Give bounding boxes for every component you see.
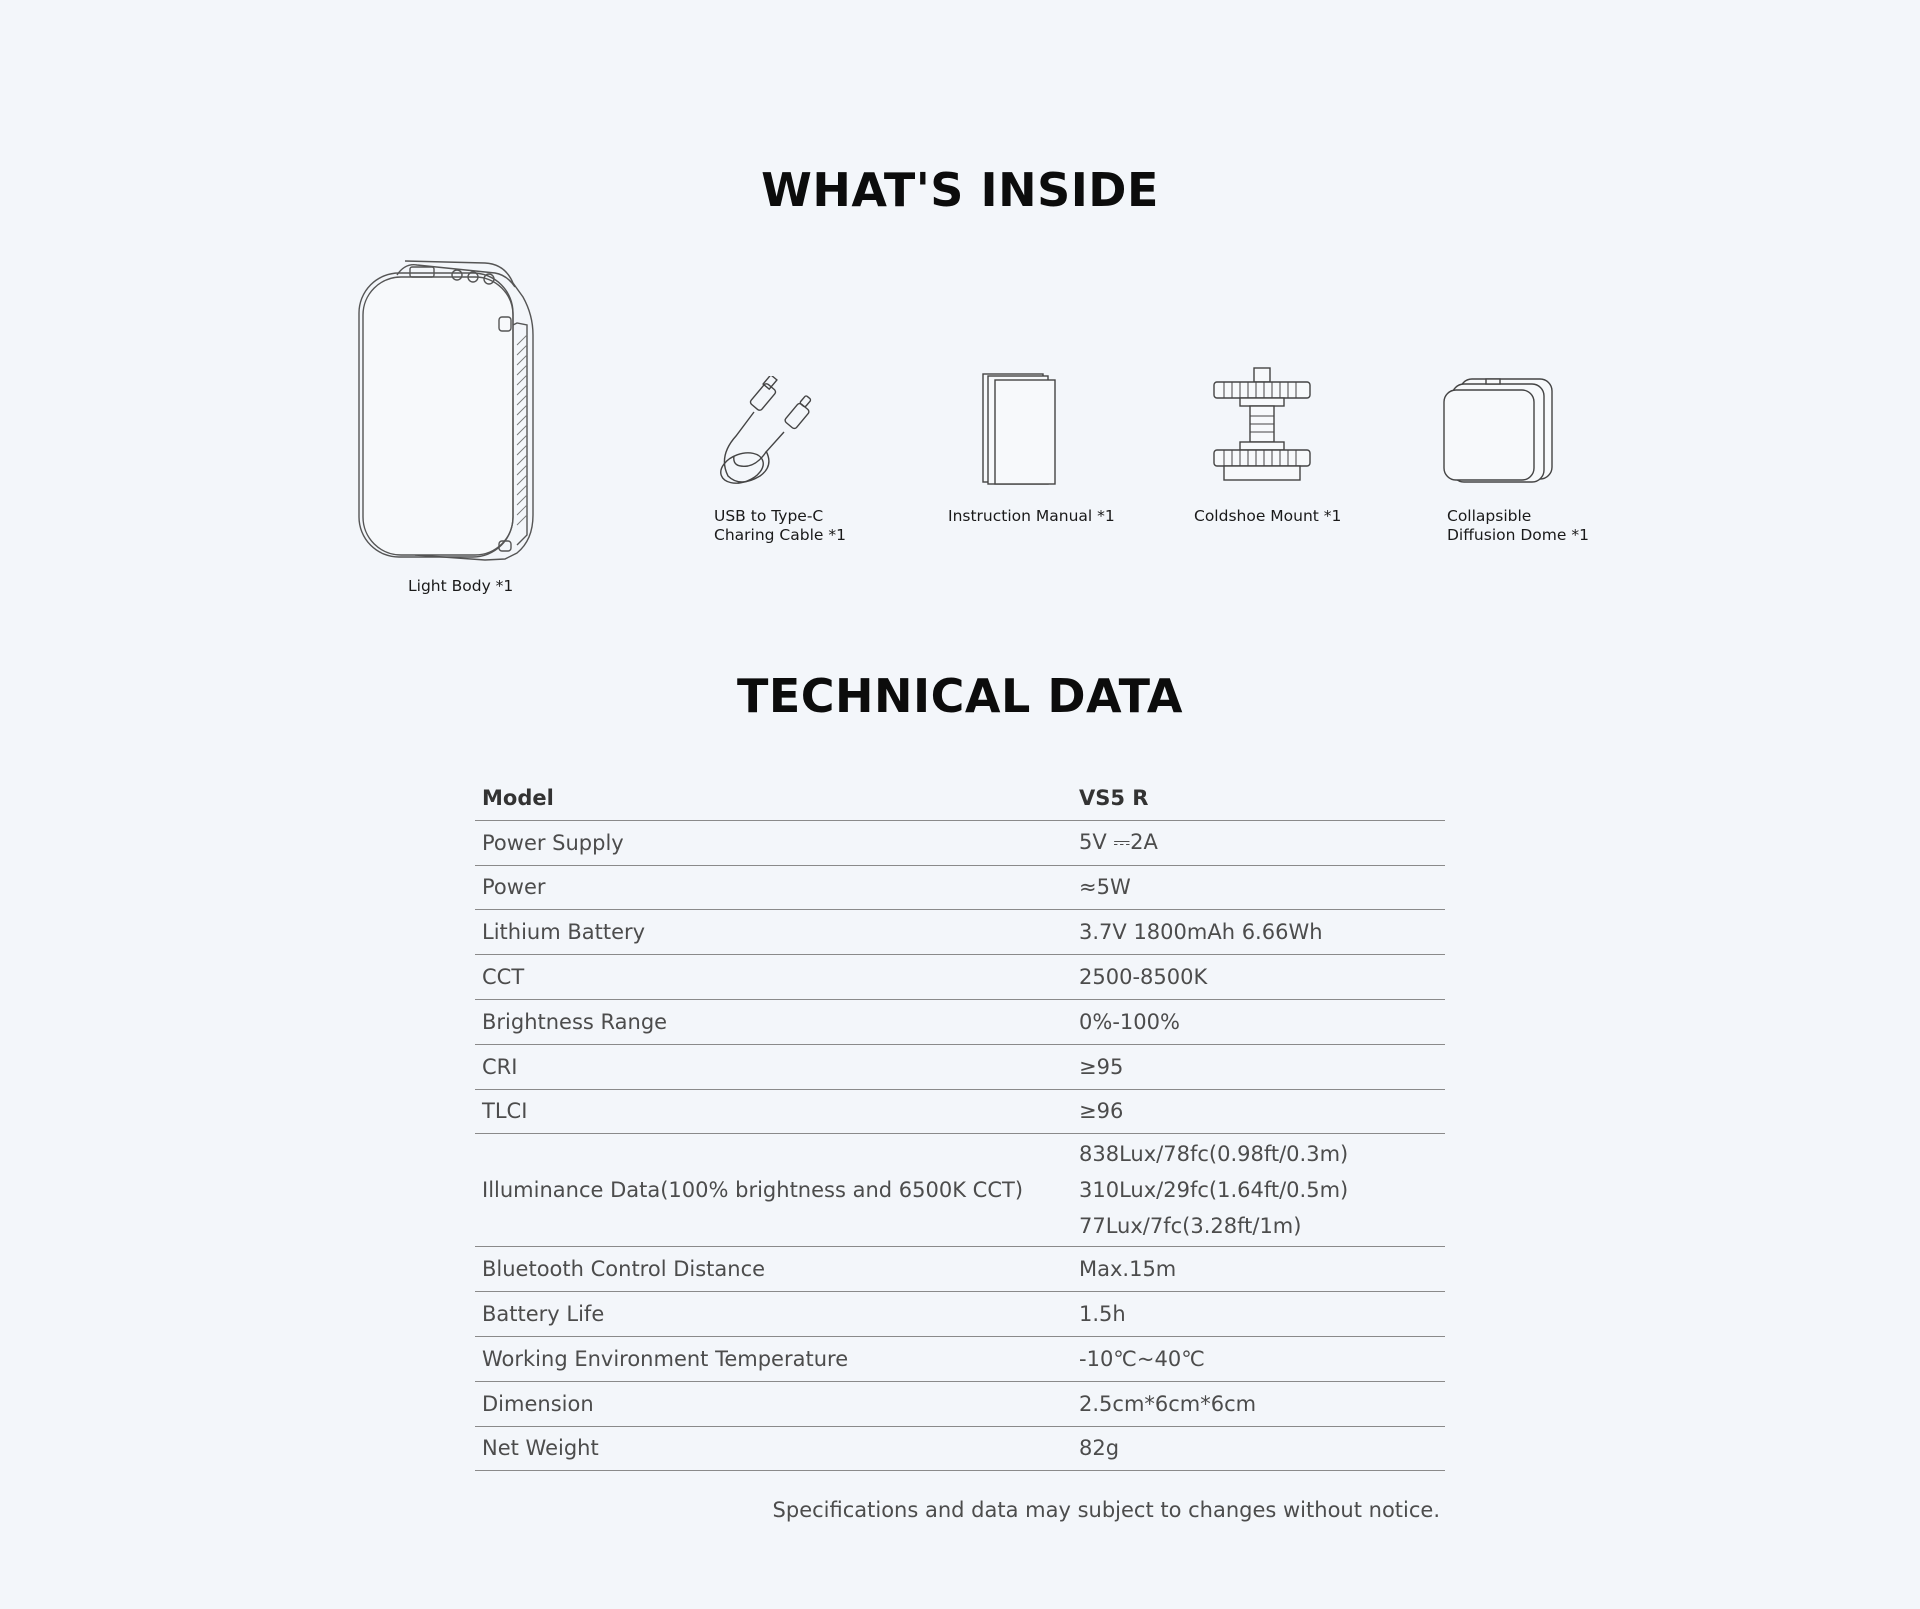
model-value: VS5 R	[1072, 776, 1445, 820]
model-header: Model	[475, 776, 1072, 820]
table-row	[475, 955, 1445, 1000]
row-label: Battery Life	[475, 1292, 1072, 1337]
row-value: ≥95	[1072, 1044, 1445, 1089]
table-row	[475, 910, 1445, 955]
row-value: -10℃~40℃	[1072, 1336, 1445, 1381]
table-row	[475, 999, 1445, 1044]
row-label: Bluetooth Control Distance	[475, 1247, 1072, 1292]
table-row	[475, 1247, 1445, 1292]
usb-cable-illustration	[718, 376, 848, 496]
row-label: Power Supply	[475, 820, 1072, 865]
table-row	[475, 1089, 1445, 1134]
table-row	[475, 1336, 1445, 1381]
table-row	[475, 1134, 1445, 1247]
light-body-item	[355, 255, 585, 565]
row-value: 3.7V 1800mAh 6.66Wh	[1072, 910, 1445, 955]
row-value: 2.5cm*6cm*6cm	[1072, 1381, 1445, 1426]
row-value: ≥96	[1072, 1089, 1445, 1134]
coldshoe-label: Coldshoe Mount *1	[1194, 507, 1342, 525]
whats-inside-title: WHAT'S INSIDE	[761, 163, 1159, 217]
row-value: 0%-100%	[1072, 999, 1445, 1044]
light-body-label: Light Body *1	[408, 577, 514, 595]
dome-label: Collapsible Diffusion Dome *1	[1447, 507, 1589, 544]
table-row	[475, 865, 1445, 910]
table-row	[475, 1381, 1445, 1426]
row-value: 82g	[1072, 1426, 1445, 1471]
row-label: Net Weight	[475, 1426, 1072, 1471]
row-label: Lithium Battery	[475, 910, 1072, 955]
dome-item	[1440, 376, 1555, 484]
row-value: 1.5h	[1072, 1292, 1445, 1337]
row-label: Brightness Range	[475, 999, 1072, 1044]
manual-item	[980, 372, 1070, 487]
row-label: TLCI	[475, 1089, 1072, 1134]
row-value: ≈5W	[1072, 865, 1445, 910]
light-body-illustration	[355, 255, 585, 565]
row-value: 838Lux/78fc(0.98ft/0.3m) 310Lux/29fc(1.64ft/0.5m) 77Lux/7fc(3.28ft/1m)	[1072, 1134, 1445, 1247]
coldshoe-illustration	[1210, 366, 1315, 484]
row-value: Max.15m	[1072, 1247, 1445, 1292]
row-value: 2500-8500K	[1072, 955, 1445, 1000]
row-label: Dimension	[475, 1381, 1072, 1426]
table-row	[475, 1292, 1445, 1337]
spec-table	[475, 776, 1445, 1471]
table-header-row	[475, 776, 1445, 820]
dome-illustration	[1440, 376, 1555, 484]
coldshoe-item	[1210, 366, 1315, 484]
table-row	[475, 1044, 1445, 1089]
usb-cable-label: USB to Type-C Charing Cable *1	[714, 507, 846, 544]
usb-cable-item	[718, 376, 848, 496]
row-value: 5V ⎓2A	[1072, 820, 1445, 865]
manual-illustration	[980, 372, 1070, 487]
row-label: CCT	[475, 955, 1072, 1000]
technical-data-title: TECHNICAL DATA	[737, 669, 1183, 723]
table-row	[475, 820, 1445, 865]
row-label: CRI	[475, 1044, 1072, 1089]
manual-label: Instruction Manual *1	[948, 507, 1115, 525]
table-row	[475, 1426, 1445, 1471]
specs-footnote: Specifications and data may subject to changes without notice.	[772, 1498, 1440, 1522]
row-label: Power	[475, 865, 1072, 910]
row-label: Working Environment Temperature	[475, 1336, 1072, 1381]
row-label: Illuminance Data(100% brightness and 6500K CCT)	[475, 1134, 1072, 1247]
